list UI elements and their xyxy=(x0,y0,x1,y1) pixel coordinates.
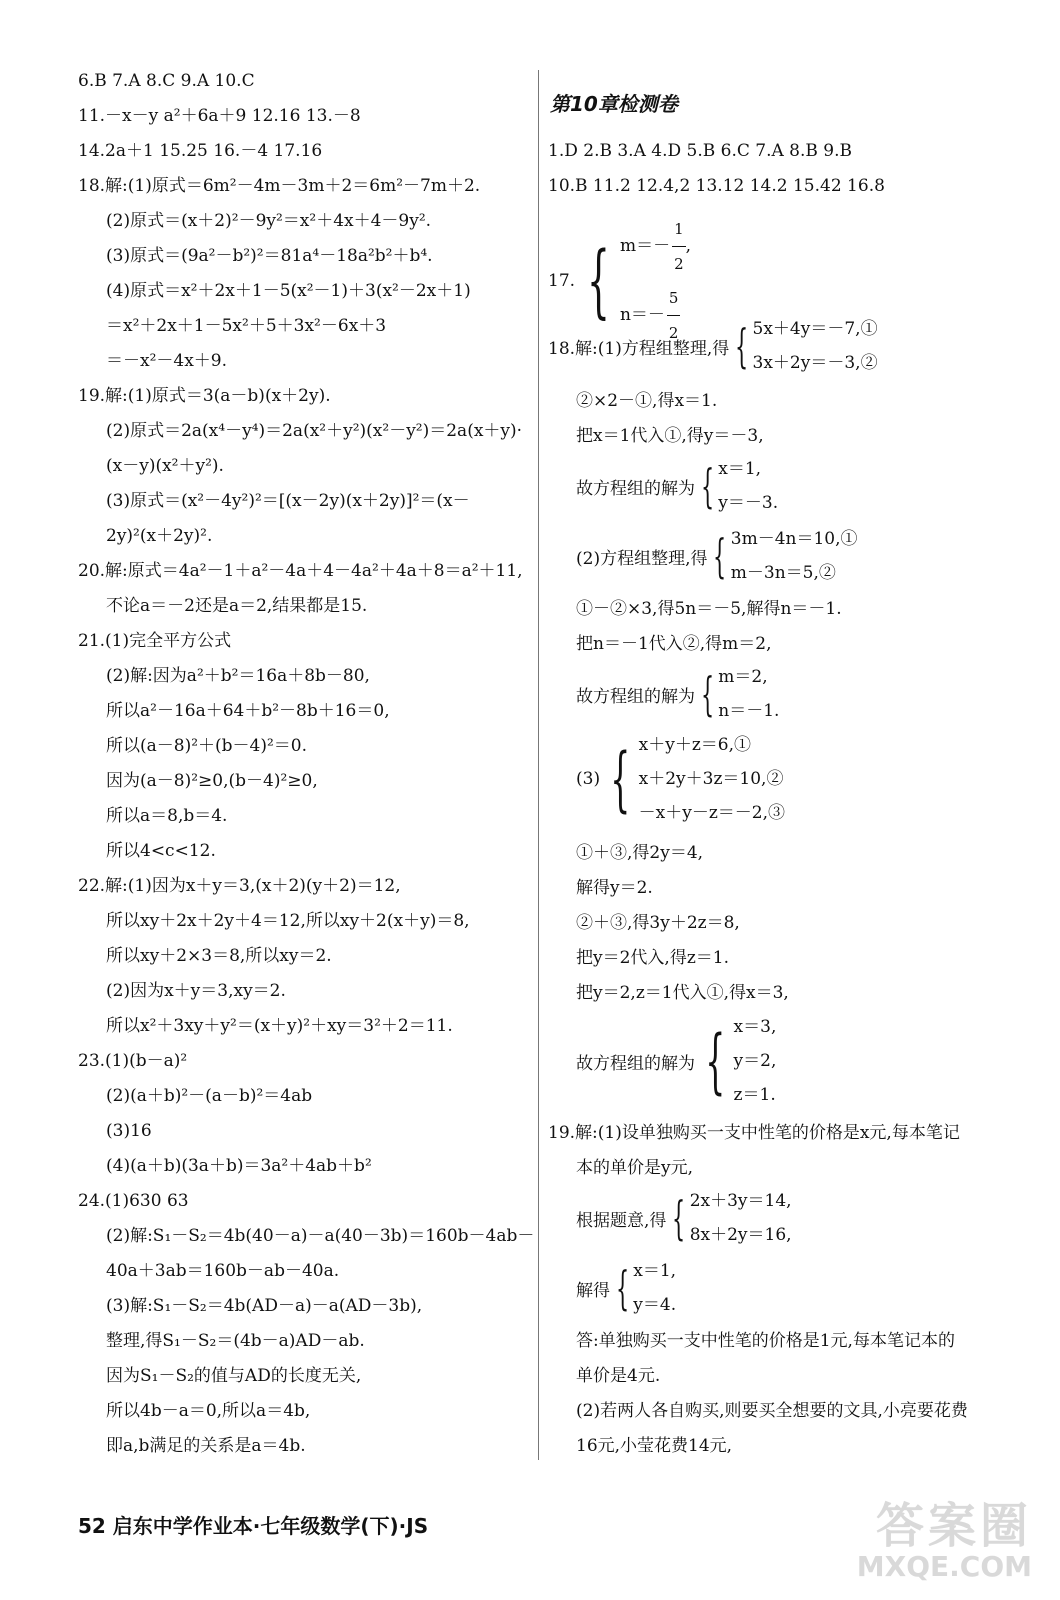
answer-line: 不论a＝－2还是a＝2,结果都是15. xyxy=(106,596,368,616)
answer-line: (2)原式＝2a(x⁴－y⁴)＝2a(x²＋y²)(x²－y²)＝2a(x＋y)· xyxy=(106,421,523,441)
answer-line: 23.(1)(b－a)² xyxy=(78,1051,188,1071)
answer-line: 2y)²(x＋2y)². xyxy=(106,526,213,546)
answer-line: 所以a²－16a＋64＋b²－8b＋16＝0, xyxy=(106,701,390,721)
answer-line: 所以x²＋3xy＋y²＝(x＋y)²＋xy＝3²＋2＝11. xyxy=(106,1016,453,1036)
answer-line: 6.B 7.A 8.C 9.A 10.C xyxy=(78,71,255,91)
brace-icon: { xyxy=(701,667,715,721)
answer-line: (4)(a＋b)(3a＋b)＝3a²＋4ab＋b² xyxy=(106,1156,372,1176)
answer-line: 答:单独购买一支中性笔的价格是1元,每本笔记本的 xyxy=(576,1331,955,1351)
answer-line: 所以4<c<12. xyxy=(106,841,216,861)
equation: n＝－1. xyxy=(718,701,780,721)
answer-line: (3)解:S₁－S₂＝4b(AD－a)－a(AD－3b), xyxy=(106,1296,423,1316)
answer-line: (3)原式＝(9a²－b²)²＝81a⁴－18a²b²＋b⁴. xyxy=(106,246,433,266)
q17-label: 17. xyxy=(548,271,576,291)
watermark-logo: 答案圈 MXQE.COM xyxy=(856,1498,1032,1583)
answer-line: (2)因为x＋y＝3,xy＝2. xyxy=(106,981,286,1001)
answer-line: ①－②×3,得5n＝－5,解得n＝－1. xyxy=(576,599,842,619)
brace-icon: { xyxy=(705,1020,726,1102)
page-footer: 52 启东中学作业本·七年级数学(下)·JS xyxy=(78,1514,429,1538)
equation: m－3n＝5,② xyxy=(730,563,836,583)
q18-system-3: (3) { x＋y＋z＝6,① x＋2y＋3z＝10,② －x＋y－z＝－2,③ xyxy=(576,728,785,830)
brace-icon: { xyxy=(713,529,727,583)
q18-intro: 18.解:(1)方程组整理,得 xyxy=(548,338,730,359)
answer-line: 18.解:(1)原式＝6m²－4m－3m＋2＝6m²－7m＋2. xyxy=(78,176,481,196)
answer-line: 40a＋3ab＝160b－ab－40a. xyxy=(106,1261,340,1281)
answer-line: 24.(1)630 63 xyxy=(78,1191,189,1211)
brace-icon: { xyxy=(672,1191,686,1245)
answer-line: 整理,得S₁－S₂＝(4b－a)AD－ab. xyxy=(106,1331,365,1351)
q18-system-2: (2)方程组整理,得 { 3m－4n＝10,① m－3n＝5,② xyxy=(576,522,858,590)
equation: x＝3, xyxy=(733,1017,777,1037)
answer-line: 1.D 2.B 3.A 4.D 5.B 6.C 7.A 8.B 9.B xyxy=(548,141,852,161)
equation: x＝1, xyxy=(718,459,762,479)
answer-line: 10.B 11.2 12.4,2 13.12 14.2 15.42 16.8 xyxy=(548,176,885,196)
fraction: $\frac{5}{2}$ xyxy=(667,281,681,350)
answer-line: (x－y)(x²＋y²). xyxy=(106,456,224,476)
answer-line: (3)16 xyxy=(106,1121,152,1141)
answer-line: 所以a＝8,b＝4. xyxy=(106,806,228,826)
answer-line: (2)解:因为a²＋b²＝16a＋8b－80, xyxy=(106,666,370,686)
brace-icon: { xyxy=(587,234,610,327)
answer-line: 所以xy＋2×3＝8,所以xy＝2. xyxy=(106,946,332,966)
answer-line: 21.(1)完全平方公式 xyxy=(78,631,232,651)
equation: z＝1. xyxy=(733,1085,776,1105)
answer-line: 16元,小莹花费14元, xyxy=(576,1436,733,1456)
answer-line: 把y＝2代入,得z＝1. xyxy=(576,948,729,968)
answer-line: ②＋③,得3y＋2z＝8, xyxy=(576,913,740,933)
answer-line: 19.解:(1)设单独购买一支中性笔的价格是x元,每本笔记 xyxy=(548,1123,960,1143)
answer-line: 22.解:(1)因为x＋y＝3,(x＋2)(y＋2)＝12, xyxy=(78,876,401,896)
solution-2: 故方程组的解为 { m＝2, n＝－1. xyxy=(576,660,779,728)
answer-line: ＝x²＋2x＋1－5x²＋5＋3x²－6x＋3 xyxy=(106,316,387,336)
answer-line: ＝－x²－4x＋9. xyxy=(106,351,228,371)
answer-line: 20.解:原式＝4a²－1＋a²－4a＋4－4a²＋4a＋8＝a²＋11, xyxy=(78,561,523,581)
answer-line: (2)(a＋b)²－(a－b)²＝4ab xyxy=(106,1086,313,1106)
equation: y＝2, xyxy=(733,1051,777,1071)
answer-line: (3)原式＝(x²－4y²)²＝[(x－2y)(x＋2y)]²＝(x－ xyxy=(106,491,470,511)
column-divider xyxy=(538,70,539,1460)
answer-line: 所以xy＋2x＋2y＋4＝12,所以xy＋2(x＋y)＝8, xyxy=(106,911,470,931)
equation: 8x＋2y＝16, xyxy=(689,1225,792,1245)
equation: 3x＋2y＝－3,② xyxy=(752,353,878,373)
equation: －x＋y－z＝－2,③ xyxy=(638,803,786,823)
answer-line: (4)原式＝x²＋2x＋1－5(x²－1)＋3(x²－2x＋1) xyxy=(106,281,471,301)
answer-line: ①＋③,得2y＝4, xyxy=(576,843,704,863)
q19-solution: 解得 { x＝1, y＝4. xyxy=(576,1254,676,1322)
equation: x＋2y＋3z＝10,② xyxy=(638,769,784,789)
answer-line: 14.2a＋1 15.25 16.－4 17.16 xyxy=(78,141,323,161)
answer-line: 所以(a－8)²＋(b－4)²＝0. xyxy=(106,736,308,756)
chapter-title: 第10章检测卷 xyxy=(550,92,678,116)
answer-line: (2)解:S₁－S₂＝4b(40－a)－a(40－3b)＝160b－4ab－ xyxy=(106,1226,535,1246)
brace-icon: { xyxy=(616,1261,630,1315)
q19-system: 根据题意,得 { 2x＋3y＝14, 8x＋2y＝16, xyxy=(576,1184,792,1252)
solution-1: 故方程组的解为 { x＝1, y＝－3. xyxy=(576,452,778,520)
answer-line: 因为S₁－S₂的值与AD的长度无关, xyxy=(106,1366,362,1386)
answer-line: 把n＝－1代入②,得m＝2, xyxy=(576,634,772,654)
q17-n-row: n＝－ $\frac{5}{2}$ xyxy=(620,281,691,350)
equation: y＝4. xyxy=(633,1295,677,1315)
answer-line: 把y＝2,z＝1代入①,得x＝3, xyxy=(576,983,789,1003)
answer-line: ②×2－①,得x＝1. xyxy=(576,391,718,411)
solution-3: 故方程组的解为 { x＝3, y＝2, z＝1. xyxy=(576,1010,776,1112)
answer-line: 单价是4元. xyxy=(576,1366,661,1386)
answer-line: 因为(a－8)²≥0,(b－4)²≥0, xyxy=(106,771,318,791)
answer-line: 即a,b满足的关系是a＝4b. xyxy=(106,1436,306,1456)
brace-icon: { xyxy=(701,459,715,513)
equation: 3m－4n＝10,① xyxy=(730,529,858,549)
equation: 5x＋4y＝－7,① xyxy=(752,319,878,339)
answer-line: 19.解:(1)原式＝3(a－b)(x＋2y). xyxy=(78,386,331,406)
equation: x＋y＋z＝6,① xyxy=(638,735,752,755)
brace-icon: { xyxy=(610,738,631,820)
answer-line: 解得y＝2. xyxy=(576,878,653,898)
answer-line: 所以4b－a＝0,所以a＝4b, xyxy=(106,1401,311,1421)
q17-m-row: m＝－ $\frac{1}{2}$ , xyxy=(620,212,691,281)
answer-line: (2)若两人各自购买,则要买全想要的文具,小亮要花费 xyxy=(576,1401,968,1421)
equation: 2x＋3y＝14, xyxy=(689,1191,792,1211)
equation: y＝－3. xyxy=(718,493,779,513)
equation: m＝2, xyxy=(718,667,768,687)
equation: x＝1, xyxy=(633,1261,677,1281)
q18-system-1 xyxy=(548,312,878,380)
answer-line: 把x＝1代入①,得y＝－3, xyxy=(576,426,764,446)
fraction: $\frac{1}{2}$ xyxy=(672,212,686,281)
answer-line: (2)原式＝(x＋2)²－9y²＝x²＋4x＋4－9y². xyxy=(106,211,432,231)
answer-line: 11.－x－y a²＋6a＋9 12.16 13.－8 xyxy=(78,106,361,126)
answer-line: 本的单价是y元, xyxy=(576,1158,694,1178)
brace-icon: { xyxy=(735,319,749,373)
